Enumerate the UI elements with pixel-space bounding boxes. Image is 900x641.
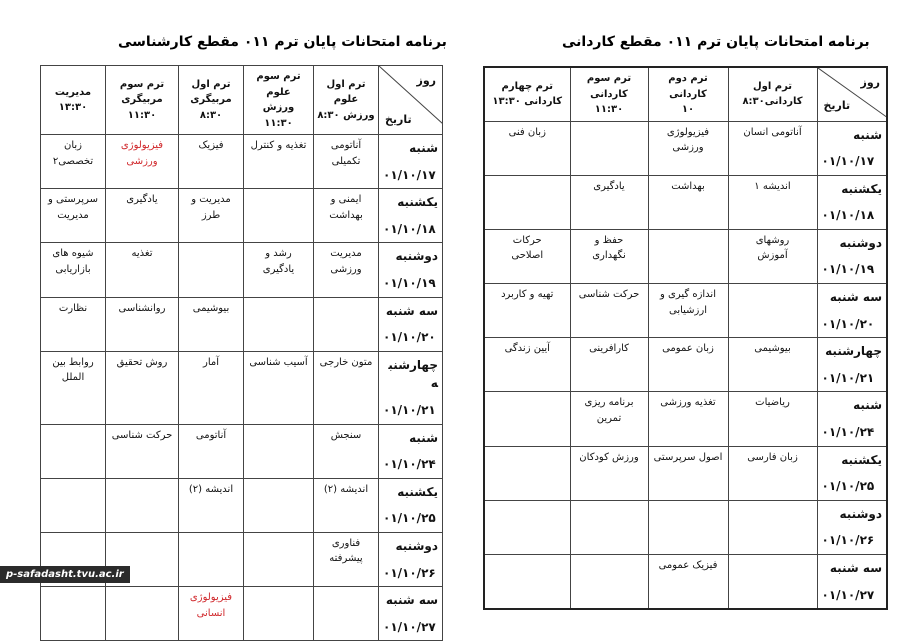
course-cell: حفظ و نگهداری bbox=[570, 229, 648, 283]
day-date-cell bbox=[817, 446, 887, 500]
course-cell: اصول سرپرستی bbox=[648, 446, 728, 500]
course-cell: اندازه گیری و ارزشیابی bbox=[648, 284, 728, 338]
course-cell: روابط بین الملل bbox=[41, 351, 106, 424]
course-cell: تغذیه ورزشی bbox=[648, 392, 728, 446]
left-table-title: برنامه امتحانات پایان ترم ۰۱۱ مقطع کارشناسی bbox=[118, 34, 447, 50]
table-row bbox=[41, 189, 443, 243]
course-cell: آناتومی bbox=[179, 424, 244, 478]
day-name: یکشنبه bbox=[397, 195, 438, 210]
course-cell bbox=[484, 555, 570, 610]
day-name: یکشنبه bbox=[397, 484, 438, 499]
course-cell: سنجش bbox=[314, 424, 379, 478]
right-header-row bbox=[484, 67, 887, 121]
course-cell bbox=[106, 587, 179, 641]
exam-date: ۰۱/۱۰/۲۴ bbox=[383, 457, 436, 472]
table-row bbox=[484, 284, 887, 338]
corner-date-label: تاریخ bbox=[823, 99, 851, 113]
course-cell: مدیریت و طرز bbox=[179, 189, 244, 243]
day-name: شنبه bbox=[409, 430, 438, 445]
corner-day-label: روز bbox=[416, 74, 436, 87]
course-cell bbox=[179, 243, 244, 297]
day-name: سه شنبه bbox=[385, 303, 438, 318]
course-cell: حرکت شناسی bbox=[570, 284, 648, 338]
table-row bbox=[484, 392, 887, 446]
course-cell: فیزیک bbox=[179, 135, 244, 189]
course-cell bbox=[244, 478, 314, 532]
right-table-title: برنامه امتحانات پایان ترم ۰۱۱ مقطع کاردانی bbox=[562, 34, 870, 50]
course-cell: آسیب شناسی bbox=[244, 351, 314, 424]
course-cell bbox=[728, 500, 817, 554]
course-cell bbox=[484, 446, 570, 500]
course-cell: زبان فنی bbox=[484, 121, 570, 175]
course-cell: ایمنی و بهداشت bbox=[314, 189, 379, 243]
table-row bbox=[41, 351, 443, 424]
course-cell: رشد و یادگیری bbox=[244, 243, 314, 297]
course-cell: حرکات اصلاحی bbox=[484, 229, 570, 283]
course-cell: یادگیری bbox=[570, 175, 648, 229]
course-cell: زبان تخصصی۲ bbox=[41, 135, 106, 189]
course-cell: شیوه های بازاریابی bbox=[41, 243, 106, 297]
column-header: ترم سوم کاردانی ۱۱:۳۰ bbox=[570, 67, 648, 121]
exam-date: ۰۱/۱۰/۲۱ bbox=[821, 370, 875, 385]
column-header: مدیریت ۱۳:۳۰ bbox=[41, 66, 106, 135]
exam-date: ۰۱/۱۰/۲۰ bbox=[383, 330, 436, 345]
day-date-cell bbox=[379, 189, 443, 243]
course-cell bbox=[106, 478, 179, 532]
table-row bbox=[484, 500, 887, 554]
corner-cell bbox=[817, 67, 887, 121]
day-name: سه شنبه bbox=[385, 593, 438, 608]
course-cell: متون خارجی bbox=[314, 351, 379, 424]
course-cell bbox=[570, 555, 648, 610]
exam-date: ۰۱/۱۰/۱۷ bbox=[821, 154, 875, 169]
course-cell bbox=[314, 297, 379, 351]
day-name: چهارشنبه bbox=[825, 344, 882, 359]
day-date-cell bbox=[379, 243, 443, 297]
course-cell: ورزش کودکان bbox=[570, 446, 648, 500]
course-cell: کارافرینی bbox=[570, 338, 648, 392]
day-date-cell bbox=[379, 297, 443, 351]
day-date-cell bbox=[817, 338, 887, 392]
course-cell: تغذیه bbox=[106, 243, 179, 297]
day-name: شنبه bbox=[853, 127, 882, 142]
day-date-cell bbox=[379, 478, 443, 532]
course-cell: زبان فارسی bbox=[728, 446, 817, 500]
day-date-cell bbox=[379, 532, 443, 586]
course-cell: بیوشیمی bbox=[179, 297, 244, 351]
course-cell bbox=[41, 587, 106, 641]
day-date-cell bbox=[817, 229, 887, 283]
course-cell: روشهای آموزش bbox=[728, 229, 817, 283]
course-cell bbox=[244, 424, 314, 478]
course-cell: اندیشه (۲) bbox=[179, 478, 244, 532]
bachelor-schedule-table bbox=[40, 65, 443, 641]
column-header: ترم اول مربیگری ۸:۳۰ bbox=[179, 66, 244, 135]
day-name: چهارشنبه bbox=[388, 357, 438, 391]
exam-date: ۰۱/۱۰/۲۵ bbox=[821, 479, 875, 494]
day-name: دوشنبه bbox=[395, 249, 438, 264]
exam-date: ۰۱/۱۰/۱۸ bbox=[821, 208, 875, 223]
table-row bbox=[41, 135, 443, 189]
course-cell bbox=[244, 297, 314, 351]
course-cell bbox=[728, 284, 817, 338]
exam-date: ۰۱/۱۰/۱۹ bbox=[383, 275, 436, 290]
corner-date-label: تاریخ bbox=[385, 112, 412, 126]
table-row bbox=[484, 555, 887, 610]
day-name: دوشنبه bbox=[839, 235, 882, 250]
day-date-cell bbox=[379, 351, 443, 424]
day-date-cell bbox=[817, 555, 887, 610]
course-cell bbox=[314, 587, 379, 641]
course-cell: روش تحقیق bbox=[106, 351, 179, 424]
course-cell: حرکت شناسی bbox=[106, 424, 179, 478]
column-header: ترم سوم مربیگری ۱۱:۳۰ bbox=[106, 66, 179, 135]
course-cell: آمار bbox=[179, 351, 244, 424]
course-cell bbox=[244, 587, 314, 641]
course-cell bbox=[41, 424, 106, 478]
day-name: یکشنبه bbox=[841, 181, 882, 196]
course-cell: فیزیولوژی انسانی bbox=[179, 587, 244, 641]
column-header: ترم سوم علوم ورزش ۱۱:۳۰ bbox=[244, 66, 314, 135]
column-header: ترم اول علوم ورزش ۸:۳۰ bbox=[314, 66, 379, 135]
day-name: سه شنبه bbox=[829, 290, 882, 305]
exam-date: ۰۱/۱۰/۲۶ bbox=[383, 565, 436, 580]
day-date-cell bbox=[379, 424, 443, 478]
column-header: ترم چهارم کاردانی ۱۳:۳۰ bbox=[484, 67, 570, 121]
course-cell: اندیشه (۲) bbox=[314, 478, 379, 532]
left-header-row bbox=[41, 66, 443, 135]
table-row bbox=[41, 424, 443, 478]
corner-day-label: روز bbox=[860, 76, 880, 89]
course-cell bbox=[179, 532, 244, 586]
exam-date: ۰۱/۱۰/۱۷ bbox=[383, 167, 436, 182]
day-name: دوشنبه bbox=[395, 538, 438, 553]
exam-date: ۰۱/۱۰/۲۷ bbox=[383, 619, 436, 634]
course-cell: اندیشه ۱ bbox=[728, 175, 817, 229]
exam-date: ۰۱/۱۰/۲۰ bbox=[821, 316, 875, 331]
exam-date: ۰۱/۱۰/۲۱ bbox=[383, 402, 436, 417]
day-date-cell bbox=[817, 284, 887, 338]
day-date-cell bbox=[379, 587, 443, 641]
course-cell: آناتومی تکمیلی bbox=[314, 135, 379, 189]
table-row bbox=[484, 229, 887, 283]
course-cell: بهداشت bbox=[648, 175, 728, 229]
table-row bbox=[484, 338, 887, 392]
table-row bbox=[484, 446, 887, 500]
course-cell: مدیریت ورزشی bbox=[314, 243, 379, 297]
course-cell bbox=[244, 189, 314, 243]
course-cell: سرپرستی و مدیریت bbox=[41, 189, 106, 243]
day-date-cell bbox=[817, 175, 887, 229]
course-cell: فیزیک عمومی bbox=[648, 555, 728, 610]
course-cell bbox=[570, 500, 648, 554]
table-row bbox=[41, 297, 443, 351]
course-cell: آناتومی انسان bbox=[728, 121, 817, 175]
exam-date: ۰۱/۱۰/۲۴ bbox=[821, 425, 875, 440]
course-cell: ریاضیات bbox=[728, 392, 817, 446]
day-name: سه شنبه bbox=[829, 561, 882, 575]
table-row bbox=[41, 587, 443, 641]
table-row bbox=[41, 478, 443, 532]
course-cell: برنامه ریزی تمرین bbox=[570, 392, 648, 446]
course-cell bbox=[484, 392, 570, 446]
table-row bbox=[41, 243, 443, 297]
course-cell bbox=[41, 478, 106, 532]
course-cell: آیین زندگی bbox=[484, 338, 570, 392]
course-cell bbox=[484, 175, 570, 229]
course-cell bbox=[484, 500, 570, 554]
exam-date: ۰۱/۱۰/۱۹ bbox=[821, 262, 875, 277]
day-date-cell bbox=[817, 392, 887, 446]
course-cell: تغذیه و کنترل bbox=[244, 135, 314, 189]
site-watermark: p-safadasht.tvu.ac.ir bbox=[0, 566, 130, 583]
course-cell bbox=[728, 555, 817, 610]
corner-cell bbox=[379, 66, 443, 135]
course-cell: فیزیولوژی ورزشی bbox=[106, 135, 179, 189]
exam-date: ۰۱/۱۰/۲۷ bbox=[821, 587, 875, 602]
table-row bbox=[484, 175, 887, 229]
course-cell: فناوری پیشرفته bbox=[314, 532, 379, 586]
course-cell: بیوشیمی bbox=[728, 338, 817, 392]
column-header: ترم دوم کاردانی ۱۰ bbox=[648, 67, 728, 121]
course-cell: تهیه و کاربرد bbox=[484, 284, 570, 338]
course-cell: فیزیولوژی ورزشی bbox=[648, 121, 728, 175]
course-cell: یادگیری bbox=[106, 189, 179, 243]
column-header: ترم اول کاردانی۸:۳۰ bbox=[728, 67, 817, 121]
course-cell: نظارت bbox=[41, 297, 106, 351]
course-cell bbox=[244, 532, 314, 586]
exam-date: ۰۱/۱۰/۲۶ bbox=[821, 533, 875, 548]
exam-date: ۰۱/۱۰/۱۸ bbox=[383, 221, 436, 236]
course-cell bbox=[648, 500, 728, 554]
day-date-cell bbox=[379, 135, 443, 189]
exam-date: ۰۱/۱۰/۲۵ bbox=[383, 511, 436, 526]
associate-schedule-table bbox=[483, 66, 888, 610]
day-name: یکشنبه bbox=[841, 452, 882, 467]
course-cell bbox=[648, 229, 728, 283]
course-cell bbox=[570, 121, 648, 175]
day-name: دوشنبه bbox=[839, 506, 882, 521]
course-cell: روانشناسی bbox=[106, 297, 179, 351]
day-name: شنبه bbox=[409, 141, 438, 155]
day-date-cell bbox=[817, 500, 887, 554]
table-row bbox=[484, 121, 887, 175]
course-cell: زبان عمومی bbox=[648, 338, 728, 392]
day-name: شنبه bbox=[853, 398, 882, 413]
day-date-cell bbox=[817, 121, 887, 175]
